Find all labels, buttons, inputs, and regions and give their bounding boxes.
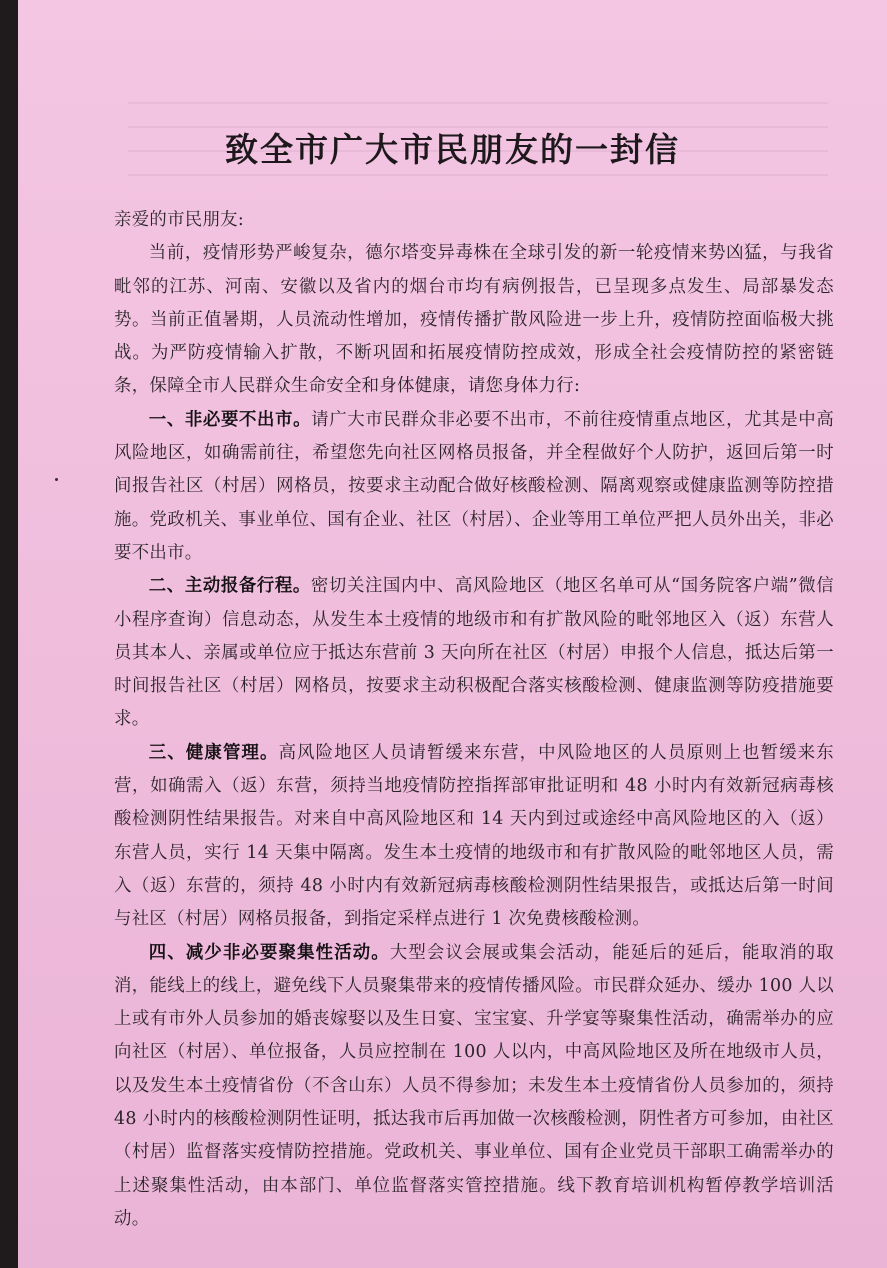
section-3-text: 高风险地区人员请暂缓来东营，中风险地区的人员原则上也暂缓来东营，如确需入（返）东营，须持当地疫情防控指挥部审批证明和 48 小时内有效新冠病毒核酸检测阴性结果报告。对来自中高风险地区和 14 天内到过或途经中高风险地区的入（返）东营人员，实行 14 天集中隔离。发生本土疫情的地级市和有扩散风险的毗邻地区人员，需入（返）东营的，须持 48 小时内有效新冠病毒核酸检测阴性结果报告，或抵达后第一时间与社区（村居）网格员报备，到指定采样点进行 1 次免费核酸检测。 — [114, 742, 834, 930]
section-1-text: 请广大市民群众非必要不出市，不前往疫情重点地区，尤其是中高风险地区，如确需前往，希望您先向社区网格员报备，并全程做好个人防护，返回后第一时间报告社区（村居）网格员，按要求主动配合做好核酸检测、隔离观察或健康监测等防控措施。党政机关、事业单位、国有企业、社区（村居）、企业等用工单位严把人员外出关，非必要不出市。 — [114, 409, 835, 563]
intro-paragraph: 当前，疫情形势严峻复杂，德尔塔变异毒株在全球引发的新一轮疫情来势凶猛，与我省毗邻的江苏、河南、安徽以及省内的烟台市均有病例报告，已呈现多点发生、局部暴发态势。当前正值暑期，人员流动性增加，疫情传播扩散风险进一步上升，疫情防控面临极大挑战。为严防疫情输入扩散，不断巩固和拓展疫情防控成效，形成全社会疫情防控的紧密链条，保障全市人民群众生命安全和身体健康，请您身体力行: — [114, 243, 834, 397]
letter-body — [114, 204, 834, 1236]
letter-title: 致全市广大市民朋友的一封信 — [225, 130, 680, 169]
letter-sheet — [18, 0, 887, 1268]
section-2 — [114, 570, 834, 736]
section-3 — [114, 737, 834, 937]
section-4 — [114, 937, 834, 1237]
section-4-text: 大型会议会展或集会活动，能延后的延后，能取消的取消，能线上的线上，避免线下人员聚集带来的疫情传播风险。市民群众延办、缓办 100 人以上或有市外人员参加的婚丧嫁娶以及生日宴、宝宝宴、升学宴等聚集性活动，确需举办的应向社区（村居）、单位报备，人员应控制在 100 人以内，中高风险地区及所在地级市人员，以及发生本土疫情省份（不含山东）人员不得参加；未发生本土疫情省份人员参加的，须持 48 小时内的核酸检测阴性证明，抵达我市后再加做一次核酸检测，阴性者方可参加，由社区（村居）监督落实疫情防控措施。党政机关、事业单位、国有企业党员干部职工确需举办的上述聚集性活动，由本部门、单位监督落实管控措施。线下教育培训机构暂停教学培训活动。 — [114, 942, 834, 1229]
letter-greeting: 亲爱的市民朋友: — [114, 210, 244, 230]
paper-speck — [55, 478, 58, 481]
section-1-heading: 一、非必要不出市。 — [148, 409, 312, 430]
section-1 — [114, 404, 834, 570]
section-3-heading: 三、健康管理。 — [148, 742, 279, 763]
section-4-heading: 四、减少非必要聚集性活动。 — [148, 942, 390, 963]
section-2-text: 密切关注国内中、高风险地区（地区名单可从“国务院客户端”微信小程序查询）信息动态，从发生本土疫情的地级市和有扩散风险的毗邻地区入（返）东营人员其本人、亲属或单位应于抵达东营前 3 天向所在社区（村居）申报个人信息，抵达后第一时间报告社区（村居）网格员，按要求主动积极配合落实核酸检测、健康监测等防疫措施要求。 — [114, 576, 834, 730]
section-2-heading: 二、主动报备行程。 — [148, 576, 311, 597]
